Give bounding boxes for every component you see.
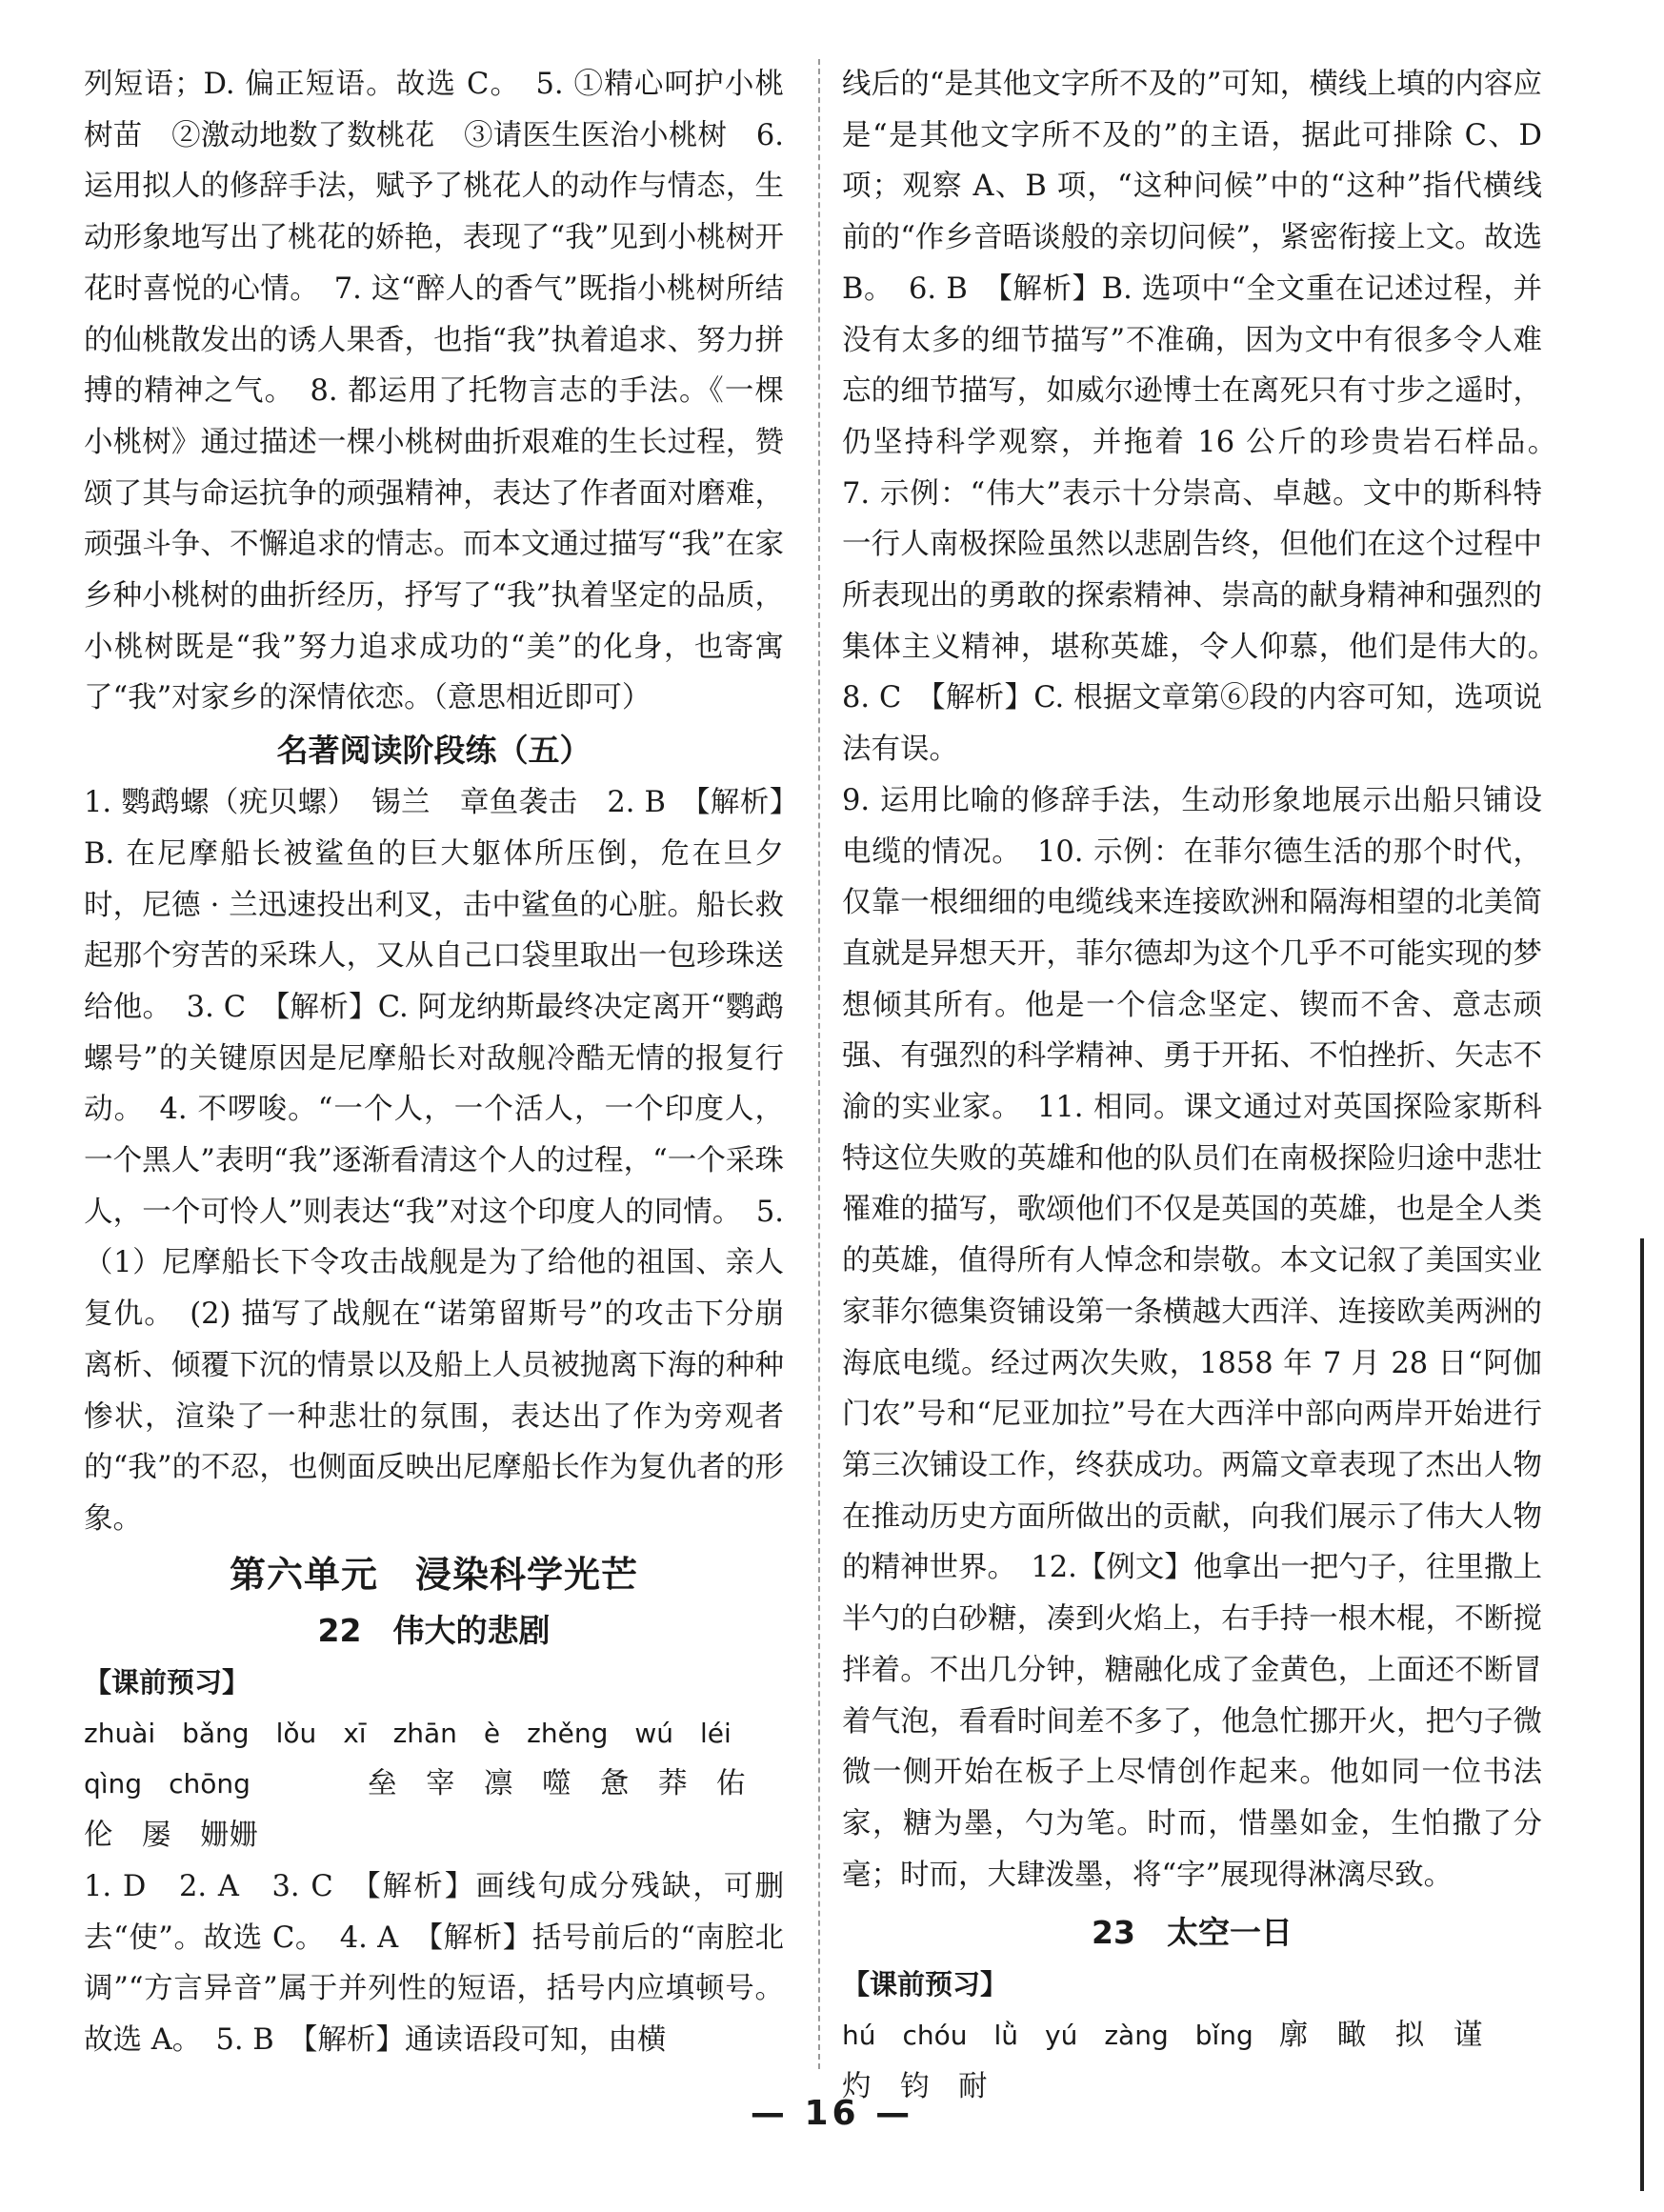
answer-paragraph: 线后的“是其他文字所不及的”可知，横线上填的内容应是“是其他文字所不及的”的主语，据此可排除 C、D 项；观察 A、B 项，“这种问候”中的“这种”指代横线前的“作乡音晤谈般的亲切问候”，紧密衔接上文。故选 B。 6. B 【解析】B. 选项中“全文重在记述过程，并没有太多的细节描写”不准确，因为文中有很多令人难忘的细节描写，如威尔逊博士在离死只有寸步之遥时，仍坚持科学观察，并拖着 16 公斤的珍贵岩石样品。 7. 示例：“伟大”表示十分崇高、卓越。文中的斯科特一行人南极探险虽然以悲剧告终，但他们在这个过程中所表现出的勇敢的探索精神、崇高的献身精神和强烈的集体主义精神，堪称英雄，令人仰慕，他们是伟大的。 8. C 【解析】C. 根据文章第⑥段的内容可知，选项说法有误。 xyxy=(842,68,1572,767)
characters-inline: 廓 瞰 拟 谨 xyxy=(1278,2019,1483,2053)
preview-label: 【课前预习】 xyxy=(84,1665,251,1699)
page-edge-line xyxy=(1640,1238,1644,2191)
preview-label: 【课前预习】 xyxy=(842,1968,1009,2001)
pinyin-text: hú chóu lǜ yú zàng bǐng xyxy=(842,2020,1253,2052)
unit-title: 第六单元 浸染科学光芒 xyxy=(229,1553,638,1596)
page-number: — 16 — xyxy=(750,2094,914,2133)
lesson-title: 22 伟大的悲剧 xyxy=(317,1611,551,1649)
answer-paragraph: 9. 运用比喻的修辞手法，生动形象地展示出船只铺设电缆的情况。 10. 示例：在菲尔德生活的那个时代，仅靠一根细细的电缆线来连接欧洲和隔海相望的北美简直就是异想天开，菲尔德却为这个几乎不可能实现的梦想倾其所有。他是一个信念坚定、锲而不舍、意志顽强、有强烈的科学精神、勇于开拓、不怕挫折、矢志不渝的实业家。 11. 相同。课文通过对英国探险家斯科特这位失败的英雄和他的队员们在南极探险归途中悲壮罹难的描写，歌颂他们不仅是英国的英雄，也是全人类的英雄，值得所有人悼念和崇敬。本文记叙了美国实业家菲尔德集资铺设第一条横越大西洋、连接欧美两洲的海底电缆。经过两次失败，1858 年 7 月 28 日“阿伽门农”号和“尼亚加拉”号在大西洋中部向两岸开始进行第三次铺设工作，终获成功。两篇文章表现了杰出人物在推动历史方面所做出的贡献，向我们展示了伟大人物的精神世界。 12.【例文】他拿出一把勺子，往里撒上半勺的白砂糖，凑到火焰上，右手持一根木棍，不断搅拌着。不出几分钟，糖融化成了金黄色，上面还不断冒着气泡，看看时间差不多了，他急忙挪开火，把勺子微微一侧开始在板子上尽情创作起来。他如同一位书法家，糖为墨，勺为笔。时而，惜墨如金，生怕撒了分毫；时而，大肆泼墨，将“字”展现得淋漓尽致。 xyxy=(842,783,1542,1892)
left-column xyxy=(84,59,784,2066)
pinyin-line: zhuài bǎng lǒu xī zhān è zhěng wú léi qìng chōng xyxy=(84,1717,758,1800)
answer-paragraph: 1. D 2. A 3. C 【解析】画线句成分残缺，可删去“使”。故选 C。 4. A 【解析】括号前后的“南腔北调”“方言异音”属于并列性的短语，括号内应填顿号。故选 A。 5. B 【解析】通读语段可知，由横 xyxy=(84,1869,784,2057)
pinyin-line xyxy=(842,2010,1542,2061)
column-divider xyxy=(818,59,820,2069)
answer-paragraph: 1. 鹦鹉螺（疣贝螺） 锡兰 章鱼袭击 2. B 【解析】B. 在尼摩船长被鲨鱼的巨大躯体所压倒，危在旦夕时，尼德 · 兰迅速投出利叉，击中鲨鱼的心脏。船长救起那个穷苦的采珠人，又从自己口袋里取出一包珍珠送给他。 3. C 【解析】C. 阿龙纳斯最终决定离开“鹦鹉螺号”的关键原因是尼摩船长对敌舰冷酷无情的报复行动。 4. 不啰唆。“一个人，一个活人，一个印度人，一个黑人”表明“我”逐渐看清这个人的过程，“一个采珠人，一个可怜人”则表达“我”对这个印度人的同情。 5.（1）尼摩船长下令攻击战舰是为了给他的祖国、亲人复仇。 (2) 描写了战舰在“诺第留斯号”的攻击下分崩离析、倾覆下沉的情景以及船上人员被抛离下海的种种惨状，渲染了一种悲壮的氛围，表达出了作为旁观者的“我”的不忍，也侧面反映出尼摩船长作为复仇者的形象。 xyxy=(84,786,784,1536)
characters-line: 灼 钧 耐 xyxy=(842,2070,988,2104)
answer-paragraph: 列短语；D. 偏正短语。故选 C。 5. ①精心呵护小桃树苗 ②激动地数了数桃花 ③请医生医治小桃树 6. 运用拟人的修辞手法，赋予了桃花人的动作与情态，生动形象地写出了桃花的娇艳，表现了“我”见到小桃树开花时喜悦的心情。 7. 这“醉人的香气”既指小桃树所结的仙桃散发出的诱人果香，也指“我”执着追求、努力拼搏的精神之气。 8. 都运用了托物言志的手法。《一棵小桃树》通过描述一棵小桃树曲折艰难的生长过程，赞颂了其与命运抗争的顽强精神，表达了作者面对磨难，顽强斗争、不懈追求的情志。而本文通过描写“我”在家乡种小桃树的曲折经历，抒写了“我”执着坚定的品质，小桃树既是“我”努力追求成功的“美”的化身，也寄寓了“我”对家乡的深情依恋。（意思相近即可） xyxy=(84,68,784,715)
right-column xyxy=(842,59,1572,2113)
characters-line: 垒 宰 凛 噬 惫 莽 佑 xyxy=(368,1767,746,1801)
lesson-title: 23 太空一日 xyxy=(1092,1914,1293,1952)
characters-line: 伦 屡 姗姗 xyxy=(84,1819,258,1853)
section-title: 名著阅读阶段练（五） xyxy=(276,732,591,770)
